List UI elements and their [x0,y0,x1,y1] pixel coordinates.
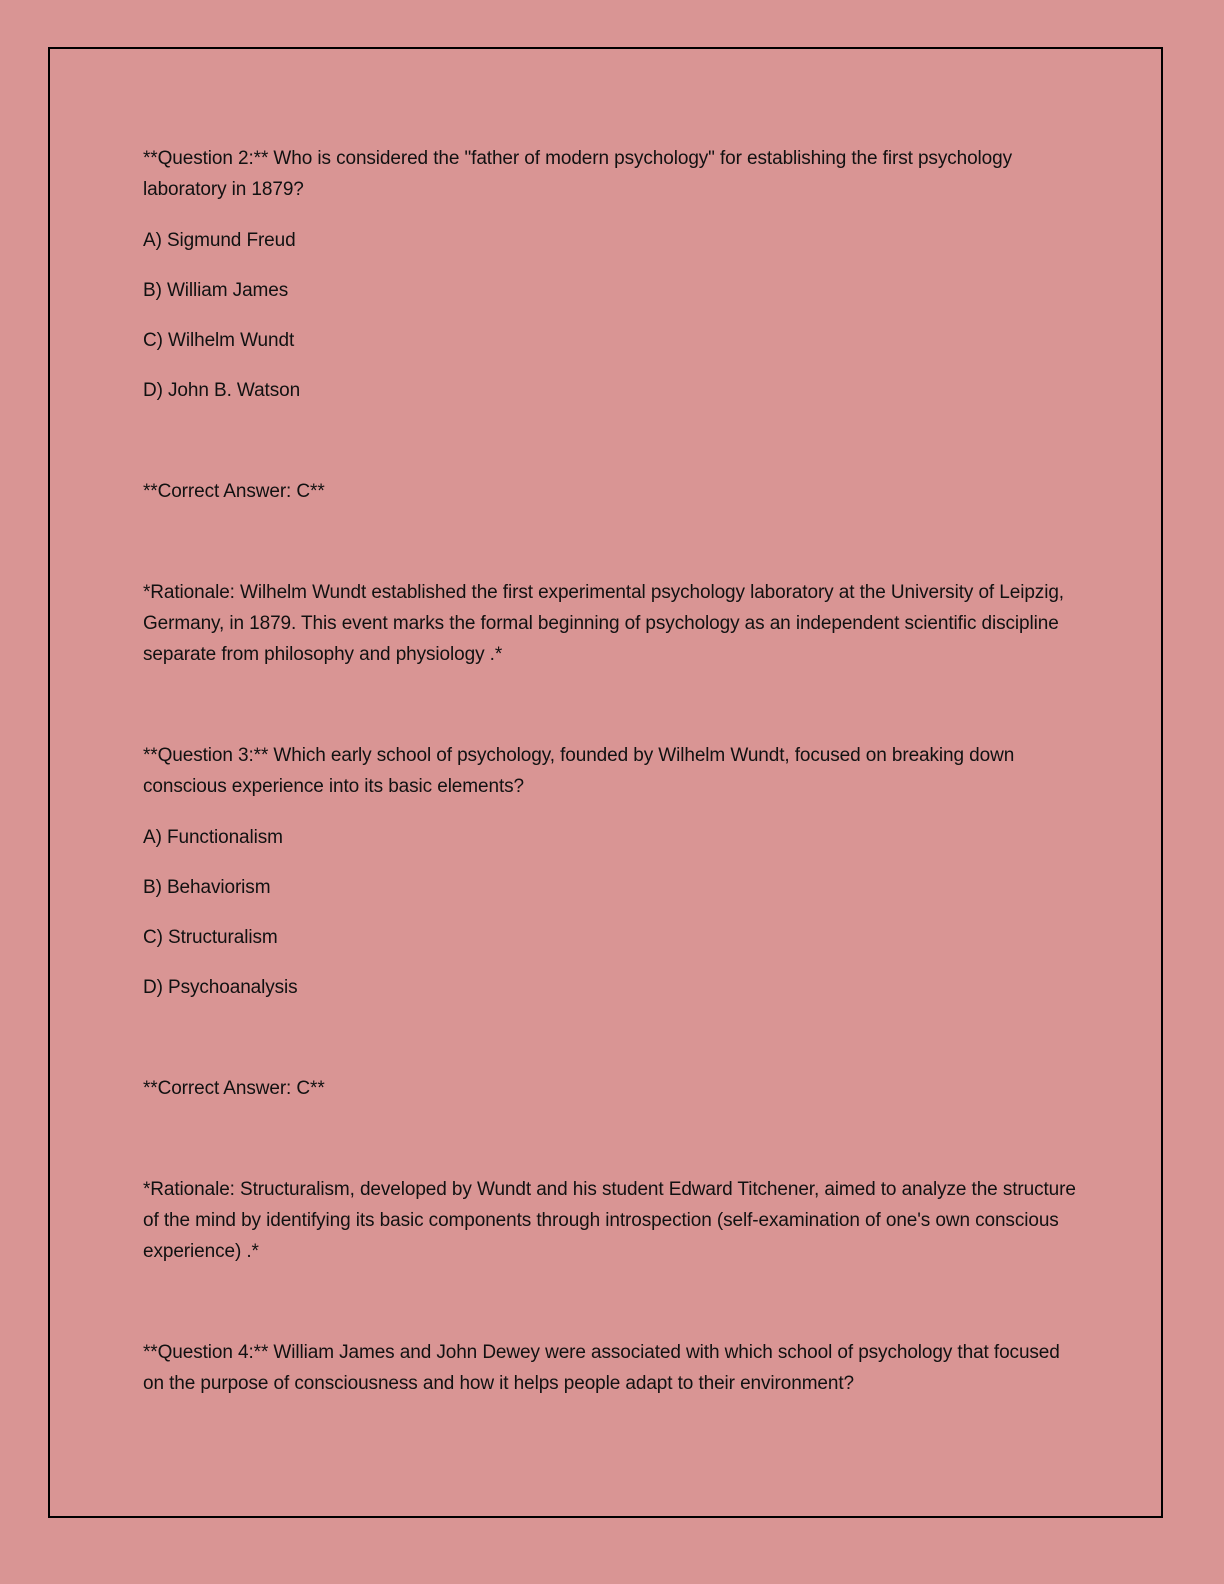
rationale: *Rationale: Structuralism, developed by Wundt and his student Edward Titchener, aimed to analyze the structure of the mind by identifying its basic components through introspection (self-examination of one's own conscious experience) .* [143,1179,1076,1262]
option-c: C) Wilhelm Wundt [143,330,295,351]
question-block-3 [143,740,1078,1267]
rationale: *Rationale: Wilhelm Wundt established the first experimental psychology laboratory at the University of Leipzig, Germany, in 1879. This event marks the formal beginning of psychology as an independent scientific discipline separate from philosophy and physiology .* [143,582,1064,665]
question-block-2 [143,143,1078,670]
question-block-4 [143,1337,1078,1399]
option-a: A) Sigmund Freud [143,230,296,251]
question-text: **Question 4:** William James and John Dewey were associated with which school of psychology that focused on the purpose of consciousness and how it helps people adapt to their environment? [143,1342,1060,1394]
option-a: A) Functionalism [143,827,283,848]
document-body [143,143,1078,1419]
option-d: D) John B. Watson [143,380,301,401]
option-b: B) Behaviorism [143,877,271,898]
correct-answer: **Correct Answer: C** [143,481,325,502]
question-text: **Question 2:** Who is considered the "father of modern psychology" for establishing the first psychology laboratory in 1879? [143,148,1013,200]
option-c: C) Structuralism [143,927,278,948]
option-b: B) William James [143,280,289,301]
question-text: **Question 3:** Which early school of psychology, founded by Wilhelm Wundt, focused on breaking down conscious experience into its basic elements? [143,745,1015,797]
option-d: D) Psychoanalysis [143,977,298,998]
correct-answer: **Correct Answer: C** [143,1078,325,1099]
